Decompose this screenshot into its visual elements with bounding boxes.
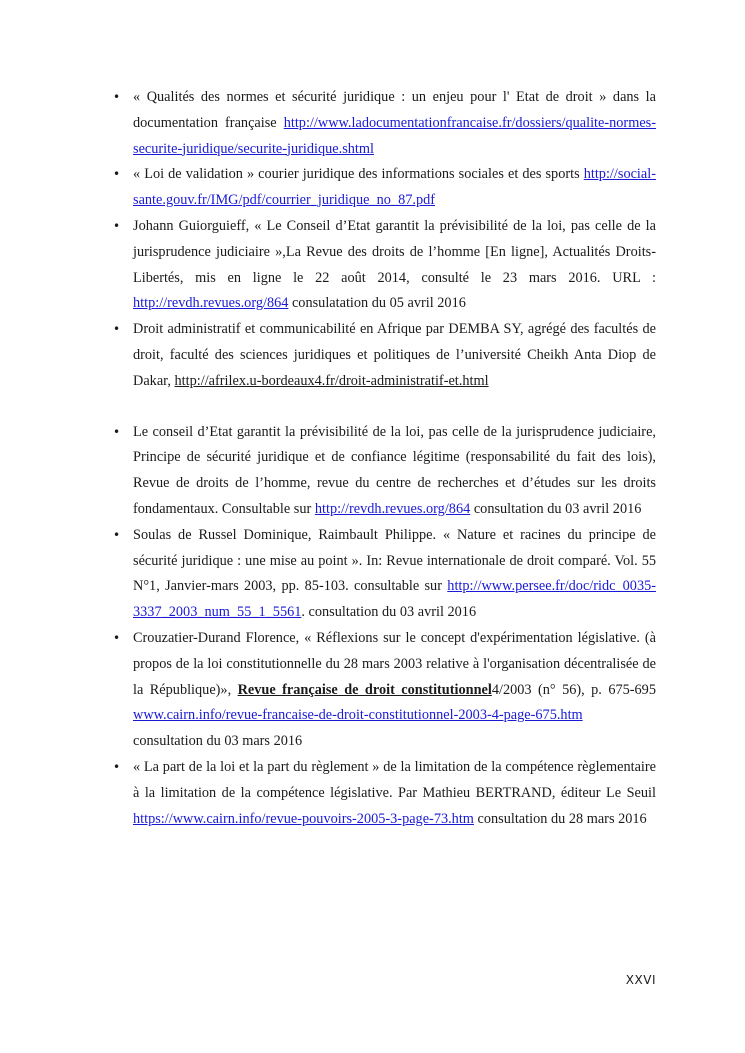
entry-text: Soulas de Russel Dominique, Raimbault Philippe. « Nature et racines du principe de sécurité juridique : une mise au point ». In: Revue internationale de droit comparé. Vol. 55 N°1, Janvier-mars 2003, pp. 85-103. consultable sur — [133, 526, 656, 595]
entry-text: Johann Guiorguieff, « Le Conseil d’Etat garantit la prévisibilité de la loi, pas celle de la jurisprudence judiciaire »,La Revue des droits de l’homme [En ligne], Actualités Droits-Libertés, mis en ligne le 22 août 2014, consulté le 23 mars 2016. URL : — [133, 217, 656, 286]
entry-link[interactable]: http://revdh.revues.org/864 — [133, 295, 289, 312]
journal-title: Revue française de droit constitutionnel — [237, 681, 492, 698]
entry-text: « Qualités des normes et sécurité juridique : un enjeu pour l' Etat de droit » dans la documentation française — [133, 89, 656, 131]
entry-link[interactable]: https://www.cairn.info/revue-pouvoirs-2005-3-page-73.htm — [133, 810, 474, 827]
entry-link[interactable]: http://afrilex.u-bordeaux4.fr/droit-administratif-et.html — [174, 372, 489, 389]
entry-link[interactable]: http://www.persee.fr/doc/ridc_0035-3337_2003_num_55_1_5561 — [133, 578, 656, 621]
bibliography-entry — [133, 420, 656, 523]
entry-text: « La part de la loi et la part du règlement » de la limitation de la compétence règlementaire à la limitation de la compétence législative. Par Mathieu BERTRAND, éditeur Le Seuil — [133, 758, 656, 801]
bibliography-entry — [133, 523, 656, 626]
bibliography-list — [133, 85, 656, 832]
entry-link[interactable]: www.cairn.info/revue-francaise-de-droit-constitutionnel-2003-4-page-675.htm — [133, 707, 583, 724]
entry-link[interactable]: http://revdh.revues.org/864 — [314, 500, 471, 517]
entry-issue: 4/2003 (n° 56), p. 675-695 — [491, 681, 656, 698]
bibliography-entry — [133, 214, 656, 317]
bibliography-entry — [133, 317, 656, 394]
entry-text: « Loi de validation » courier juridique des informations sociales et des sports — [133, 166, 584, 183]
entry-link[interactable]: http://www.ladocumentationfrancaise.fr/dossiers/qualite-normes-securite-juridique/securite-juridique.shtml — [133, 114, 656, 157]
entry-text: Droit administratif et communicabilité en Afrique par DEMBA SY, agrégé des facultés de droit, faculté des sciences juridiques et politiques de l’université Cheikh Anta Diop de Dakar, — [133, 321, 656, 389]
entry-text: Crouzatier-Durand Florence, « Réflexions sur le concept d'expérimentation législative. (à propos de la loi constitutionnelle du 28 mars 2003 relative à l'organisation décentralisée de la République)», — [133, 629, 656, 698]
entry-consultation: consultation du 28 mars 2016 — [473, 810, 647, 827]
entry-text: Le conseil d’Etat garantit la prévisibilité de la loi, pas celle de la jurisprudence judiciaire, Principe de sécurité juridique et de confiance légitime (responsabilité du fait des lois), Revue de droits de l’homme, revue du centre de recherches et d’études sur les droits fondamentaux. Consultable sur — [133, 423, 656, 517]
entry-consultation: consultation du 03 mars 2016 — [133, 733, 303, 750]
bibliography-entry — [133, 85, 656, 162]
bibliography-entry — [133, 162, 656, 214]
page-number: XXVI — [625, 973, 656, 987]
bibliography-entry — [133, 755, 656, 832]
bibliography-entry — [133, 626, 656, 755]
entry-consultation: . consultation du 03 avril 2016 — [301, 604, 477, 621]
entry-link[interactable]: http://social-sante.gouv.fr/IMG/pdf/courrier_juridique_no_87.pdf — [133, 166, 656, 209]
entry-consultation: consulatation du 05 avril 2016 — [288, 295, 466, 312]
entry-consultation: consultation du 03 avril 2016 — [470, 500, 642, 517]
